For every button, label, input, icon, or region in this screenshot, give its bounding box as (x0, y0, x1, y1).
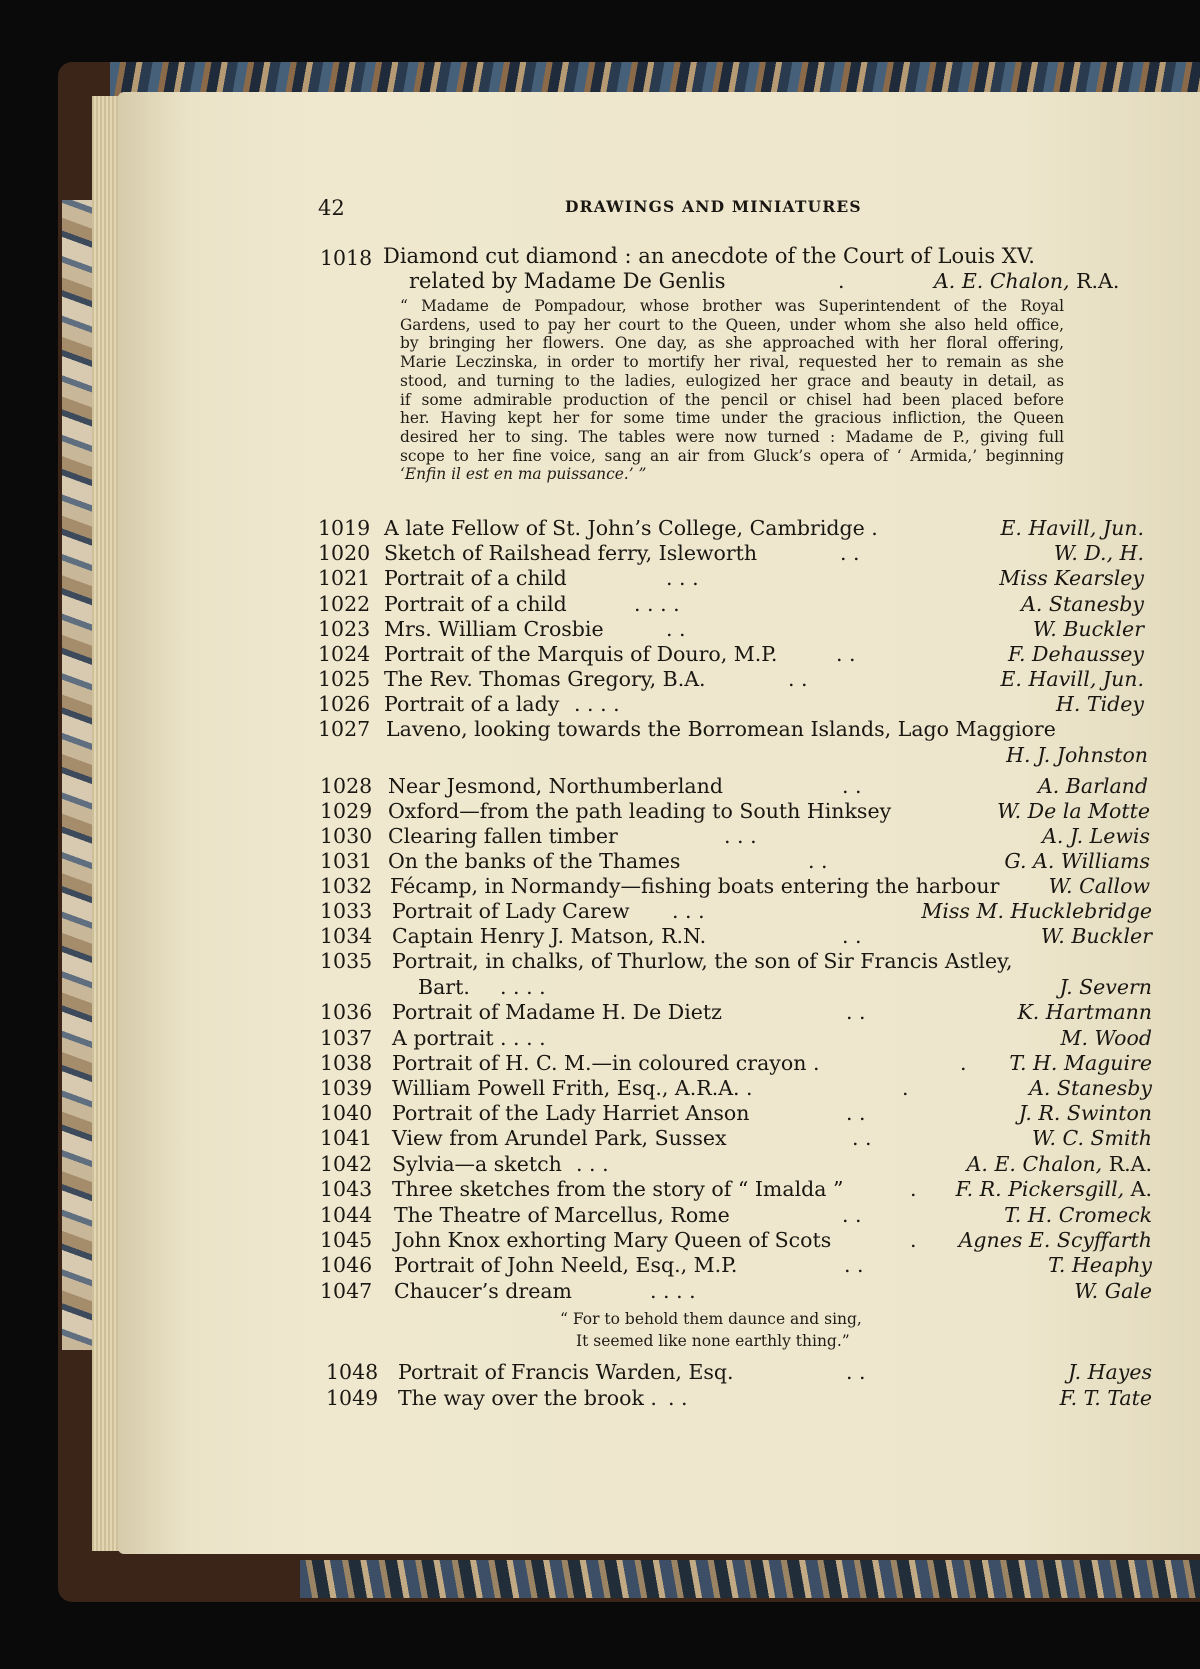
entry-number: 1029 (320, 799, 373, 823)
entry-leader: . . (840, 541, 860, 565)
entry-leader: . . (842, 774, 862, 798)
entry-number: 1036 (320, 1000, 373, 1024)
entry-leader: . . . . (634, 592, 680, 616)
entry-leader: . . (788, 667, 808, 691)
verse-line: “ For to behold them daunce and sing, (560, 1310, 862, 1328)
entry-title: The Rev. Thomas Gregory, B.A. (384, 667, 706, 691)
entry-title: Near Jesmond, Northumberland (388, 774, 723, 798)
entry-title: John Knox exhorting Mary Queen of Scots (394, 1228, 832, 1252)
entry-number: 1040 (320, 1101, 373, 1125)
entry-title-continuation: related by Madame De Genlis (409, 269, 726, 293)
artist-name: A. J. Lewis (1042, 824, 1150, 848)
entry-number: 1022 (318, 592, 371, 616)
entry-number: 1037 (320, 1026, 373, 1050)
entry-leader: . . (844, 1253, 864, 1277)
entry-title-continuation: Bart. (418, 975, 470, 999)
entry-artist (1054, 541, 1144, 565)
artist-name: F. T. Tate (1059, 1386, 1152, 1410)
artist-name: W. C. Smith (1032, 1126, 1152, 1150)
entry-title: Clearing fallen timber (388, 824, 618, 848)
quote-line: desired her to sing. The tables were now turned : Madame de P., giving full (400, 427, 1064, 446)
entry-leader: . . (666, 617, 686, 641)
quote-line: Gardens, used to pay her court to the Queen, under whom she also held office, (400, 315, 1064, 334)
entry-title: Portrait of a child (384, 592, 567, 616)
entry-number: 1025 (318, 667, 371, 691)
artist-name: T. Heaphy (1048, 1253, 1152, 1277)
artist-name: E. Havill, Jun. (1000, 516, 1144, 540)
entry-number: 1047 (320, 1279, 373, 1303)
entry-leader: . . . . (500, 975, 546, 999)
entry-title: Chaucer’s dream (394, 1279, 572, 1303)
artist-name: H. Tidey (1056, 692, 1144, 716)
quote-line: scope to her fine voice, sang an air from Gluck’s opera of ‘ Armida,’ beginning (400, 446, 1064, 465)
entry-artist (1041, 924, 1152, 948)
quote-line: Marie Leczinska, in order to mortify her rival, requested her to remain as she (400, 353, 1064, 372)
artist-name: W. Buckler (1040, 924, 1152, 948)
entry-number: 1028 (320, 774, 373, 798)
artist-name: Agnes E. Scyffarth (958, 1228, 1152, 1252)
entry-title: Portrait of a lady (384, 692, 560, 716)
entry-title: Diamond cut diamond : an anecdote of the Court of Louis XV. (383, 244, 1035, 268)
entry-title: Portrait, in chalks, of Thurlow, the son of Sir Francis Astley, (392, 949, 1013, 973)
entry-leader: . . (842, 1203, 862, 1227)
entry-title: Portrait of the Lady Harriet Anson (392, 1101, 750, 1125)
entry-artist (1021, 592, 1144, 616)
anecdote-quote (400, 297, 1064, 484)
entry-number: 1026 (318, 692, 371, 716)
artist-name: F. R. Pickersgill, (955, 1177, 1125, 1201)
entry-artist (921, 899, 1152, 923)
entry-artist (956, 1177, 1152, 1201)
entry-title: Portrait of Madame H. De Dietz (392, 1000, 722, 1024)
entry-leader: . . (846, 1101, 866, 1125)
quote-line: stood, and turning to the ladies, eulogized her grace and beauty in detail, as (400, 371, 1064, 390)
entry-leader: . (910, 1228, 917, 1252)
entry-title: Portrait of Francis Warden, Esq. (398, 1360, 734, 1384)
entry-leader: . . . . (500, 1026, 546, 1050)
entry-number: 1039 (320, 1076, 373, 1100)
entry-artist (1009, 1051, 1152, 1075)
entry-number: 1020 (318, 541, 371, 565)
entry-title: Portrait of the Marquis of Douro, M.P. (384, 642, 778, 666)
entry-number: 1046 (320, 1253, 373, 1277)
entry-artist (997, 799, 1150, 823)
entry-leader: . . (846, 1360, 866, 1384)
artist-name: E. Havill, Jun. (1000, 667, 1144, 691)
artist-name: A. Stanesby (1029, 1076, 1152, 1100)
entry-number: 1034 (320, 924, 373, 948)
artist-name: A. Barland (1037, 774, 1148, 798)
entry-number: 1019 (318, 516, 371, 540)
artist-name: K. Hartmann (1017, 1000, 1152, 1024)
entry-leader: . . (842, 924, 862, 948)
entry-number: 1030 (320, 824, 373, 848)
entry-leader: . . . (576, 1152, 609, 1176)
artist-name: H. J. Johnston (1006, 743, 1148, 767)
entry-artist (1000, 516, 1144, 540)
entry-artist (1056, 692, 1144, 716)
entry-title: A late Fellow of St. John’s College, Cambridge . (384, 516, 878, 540)
entry-artist (1060, 1026, 1152, 1050)
entry-title: Portrait of John Neeld, Esq., M.P. (394, 1253, 738, 1277)
entry-number: 1021 (318, 566, 371, 590)
entry-title: Portrait of a child (384, 566, 567, 590)
entry-leader: . . . (672, 899, 705, 923)
entry-artist (1074, 1279, 1152, 1303)
entry-number: 1032 (320, 874, 373, 898)
entry-number: 1045 (320, 1228, 373, 1252)
entry-title: Sylvia—a sketch (392, 1152, 562, 1176)
entry-leader: . . . (724, 824, 757, 848)
entry-leader: . (902, 1076, 909, 1100)
entry-artist (1000, 667, 1144, 691)
entry-title: The way over the brook . (398, 1386, 657, 1410)
entry-title: On the banks of the Thames (388, 849, 681, 873)
entry-title: The Theatre of Marcellus, Rome (394, 1203, 730, 1227)
entry-number: 1043 (320, 1177, 373, 1201)
entry-artist (1059, 975, 1152, 999)
entry-artist (1060, 1386, 1152, 1410)
artist-suffix: R.A. (1108, 1152, 1152, 1176)
entry-artist (1038, 774, 1148, 798)
entry-artist (967, 1152, 1152, 1176)
entry-artist (1004, 1203, 1152, 1227)
entry-artist (1029, 1076, 1152, 1100)
artist-name: W. Buckler (1032, 617, 1144, 641)
entry-number: 1018 (320, 246, 373, 270)
artist-name: M. Wood (1060, 1026, 1152, 1050)
artist-name: A. E. Chalon, (934, 269, 1070, 293)
entry-artist (999, 566, 1144, 590)
entry-title: Portrait of H. C. M.—in coloured crayon . (392, 1051, 820, 1075)
artist-suffix: R.A. (1076, 269, 1120, 293)
quote-line: her. Having kept her for some time under the gracious infliction, the Queen (400, 409, 1064, 428)
artist-suffix: A. (1130, 1177, 1152, 1201)
entry-leader: . . (808, 849, 828, 873)
artist-name: W. De la Motte (997, 799, 1150, 823)
verse-line: It seemed like none earthly thing.” (576, 1332, 850, 1350)
entry-number: 1024 (318, 642, 371, 666)
entry-number: 1035 (320, 949, 373, 973)
entry-title: Sketch of Railshead ferry, Isleworth (384, 541, 758, 565)
entry-leader: . . . . (574, 692, 620, 716)
quote-line: by bringing her flowers. One day, as she approached with her floral offering, (400, 334, 1064, 353)
artist-name: G. A. Williams (1004, 849, 1150, 873)
entry-number: 1049 (326, 1386, 379, 1410)
entry-artist (1008, 642, 1144, 666)
entry-title: Three sketches from the story of “ Imalda ” (392, 1177, 844, 1201)
entry-artist (959, 1228, 1152, 1252)
entry-artist (1042, 824, 1150, 848)
entry-artist (1019, 1101, 1152, 1125)
quote-line: “ Madame de Pompadour, whose brother was Superintendent of the Royal (400, 297, 1064, 315)
entry-number: 1031 (320, 849, 373, 873)
entry-artist (1004, 849, 1150, 873)
entry-title: William Powell Frith, Esq., A.R.A. . (392, 1076, 753, 1100)
artist-name: Miss Kearsley (999, 566, 1144, 590)
entry-artist (1048, 1253, 1152, 1277)
artist-name: W. Gale (1074, 1279, 1152, 1303)
page-number: 42 (318, 196, 345, 220)
entry-leader: . . (852, 1126, 872, 1150)
entry-title: Mrs. William Crosbie (384, 617, 604, 641)
entry-artist (1017, 1000, 1152, 1024)
artist-name: Miss M. Hucklebridge (921, 899, 1152, 923)
entry-artist (1006, 743, 1148, 767)
entry-leader: . (910, 1177, 917, 1201)
artist-name: J. Severn (1059, 975, 1152, 999)
entry-title: Fécamp, in Normandy—fishing boats entering the harbour (390, 874, 1000, 898)
entry-leader: . . (668, 1386, 688, 1410)
entry-title: Laveno, looking towards the Borromean Islands, Lago Maggiore (386, 717, 1056, 741)
entry-leader: . . (836, 642, 856, 666)
artist-name: T. H. Cromeck (1004, 1203, 1152, 1227)
entry-title: Portrait of Lady Carew (392, 899, 630, 923)
entry-number: 1033 (320, 899, 373, 923)
artist-name: W. Callow (1048, 874, 1150, 898)
entry-number: 1041 (320, 1126, 373, 1150)
entry-number: 1048 (326, 1360, 379, 1384)
artist-name: W. D., H. (1053, 541, 1144, 565)
running-head: DRAWINGS AND MINIATURES (565, 197, 862, 216)
entry-artist (1033, 617, 1144, 641)
entry-title: Captain Henry J. Matson, R.N. (392, 924, 707, 948)
entry-leader: . . . (666, 566, 699, 590)
entry-number: 1044 (320, 1203, 373, 1227)
artist-name: A. Stanesby (1021, 592, 1144, 616)
entry-artist (1049, 874, 1150, 898)
entry-leader: . . (846, 1000, 866, 1024)
entry-number: 1038 (320, 1051, 373, 1075)
entry-leader: . (838, 269, 845, 293)
entry-title: Oxford—from the path leading to South Hinksey (388, 799, 892, 823)
entry-artist (1068, 1360, 1152, 1384)
quote-line: ‘Enfin il est en ma puissance.’ ” (400, 465, 647, 484)
artist-name: A. E. Chalon, (966, 1152, 1103, 1176)
entry-title: View from Arundel Park, Sussex (392, 1126, 727, 1150)
entry-artist (1032, 1126, 1152, 1150)
quote-line: if some admirable production of the pencil or chisel had been placed before (400, 390, 1064, 409)
entry-leader: . (960, 1051, 967, 1075)
artist-name: T. H. Maguire (1009, 1051, 1152, 1075)
entry-artist (934, 269, 1119, 293)
verse-quote (560, 1308, 862, 1352)
entry-number: 1042 (320, 1152, 373, 1176)
artist-name: J. R. Swinton (1018, 1101, 1152, 1125)
entry-number: 1023 (318, 617, 371, 641)
artist-name: F. Dehaussey (1007, 642, 1144, 666)
artist-name: J. Hayes (1068, 1360, 1152, 1384)
entry-title: A portrait (392, 1026, 494, 1050)
entry-number: 1027 (318, 717, 371, 741)
entry-leader: . . . . (650, 1279, 696, 1303)
